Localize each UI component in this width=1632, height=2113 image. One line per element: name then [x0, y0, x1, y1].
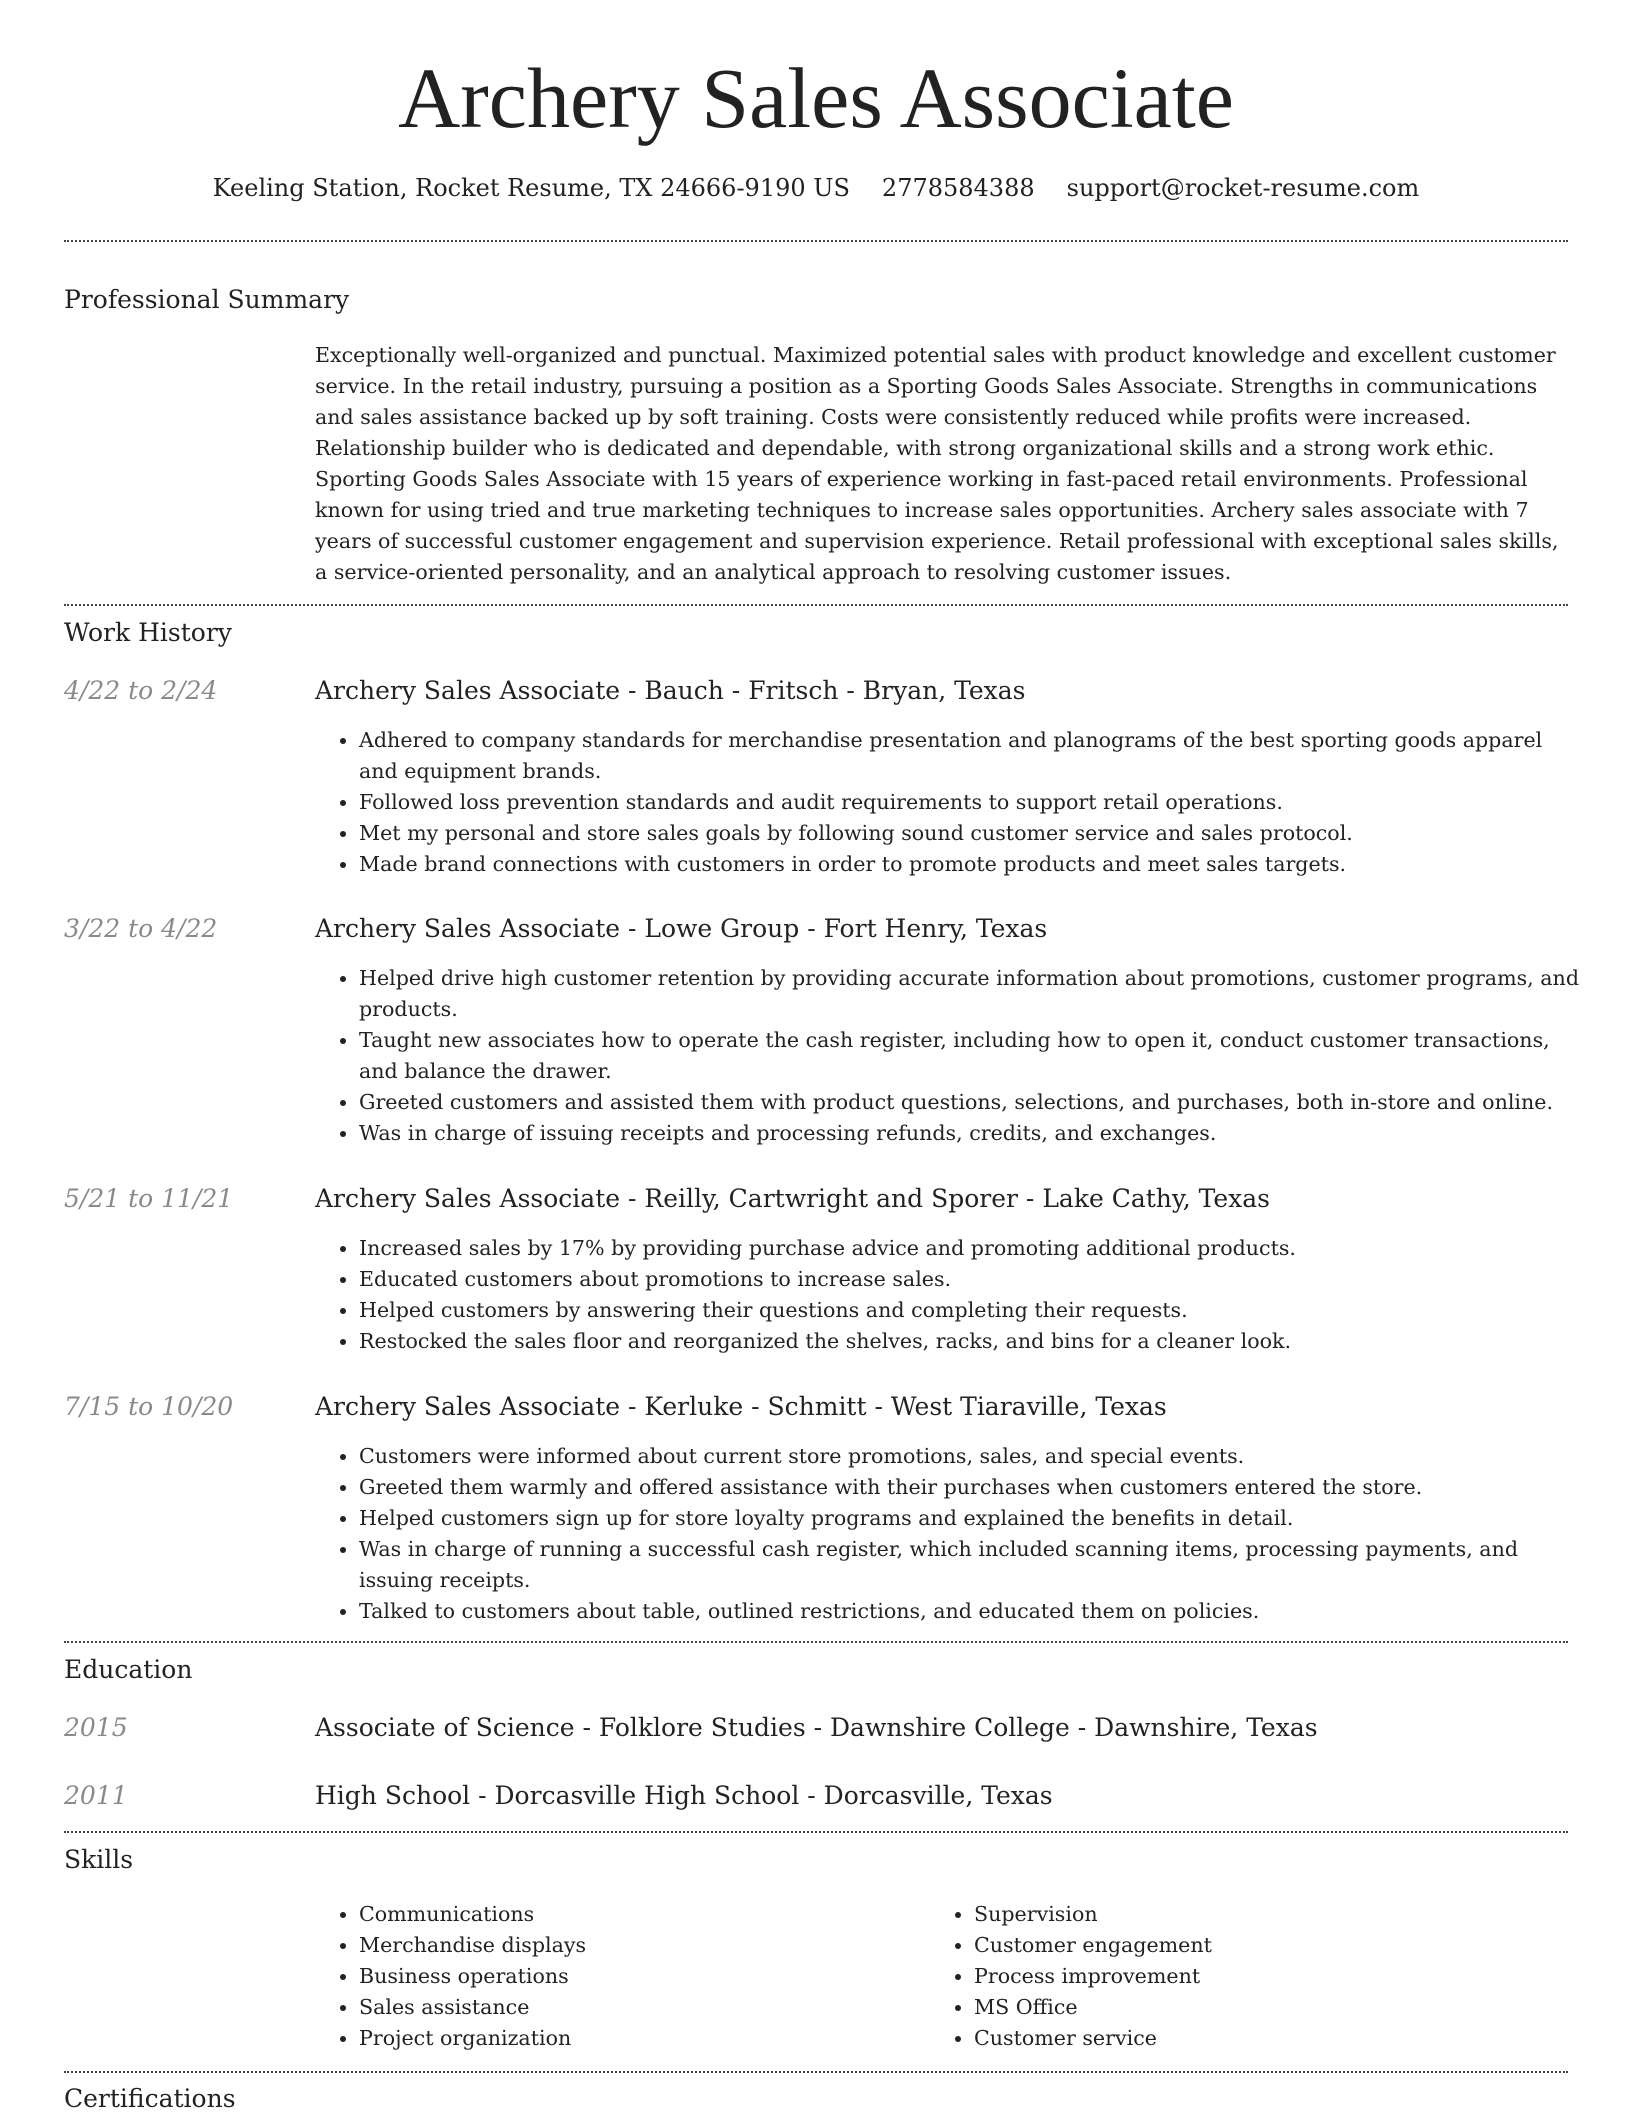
job-bullet: • Taught new associates how to operate the cash register, including how to open it, conduct customer transactions, and balance the drawer. — [359, 1025, 1584, 1087]
job-bullet: • Made brand connections with customers in order to promote products and meet sales targets. — [359, 849, 1584, 880]
section-divider — [64, 604, 1568, 606]
job-bullet: • Was in charge of issuing receipts and processing refunds, credits, and exchanges. — [359, 1118, 1584, 1149]
skill-item: • Process improvement — [974, 1961, 1534, 1992]
skill-item: • Sales assistance — [359, 1992, 919, 2023]
section-title-work: Work History — [64, 618, 232, 647]
education-year: 2011 — [64, 1781, 128, 1810]
section-title-certifications: Certifications — [64, 2084, 236, 2113]
skills-list-left — [315, 1899, 919, 2054]
section-divider — [64, 1641, 1568, 1643]
job-bullet: • Met my personal and store sales goals by following sound customer service and sales protocol. — [359, 818, 1584, 849]
contact-email: support@rocket-resume.com — [1066, 174, 1420, 202]
job-dates: 7/15 to 10/20 — [64, 1392, 234, 1421]
candidate-name: Archery Sales Associate — [398, 50, 1234, 146]
education-heading: Associate of Science - Folklore Studies - Dawnshire College - Dawnshire, Texas — [315, 1713, 1318, 1742]
job-heading: Archery Sales Associate - Reilly, Cartwright and Sporer - Lake Cathy, Texas — [315, 1184, 1270, 1213]
job-dates: 3/22 to 4/22 — [64, 914, 218, 943]
skill-item: • MS Office — [974, 1992, 1534, 2023]
job-bullet: • Adhered to company standards for merchandise presentation and planograms of the best sporting goods apparel and equipment brands. — [359, 725, 1584, 787]
job-bullet: • Greeted customers and assisted them with product questions, selections, and purchases, both in-store and online. — [359, 1087, 1584, 1118]
job-bullets — [315, 1441, 1584, 1627]
job-dates: 5/21 to 11/21 — [64, 1184, 234, 1213]
job-bullet: • Helped drive high customer retention by providing accurate information about promotions, customer programs, and products. — [359, 963, 1584, 1025]
section-title-education: Education — [64, 1655, 193, 1684]
section-divider — [64, 1831, 1568, 1833]
job-bullet: • Was in charge of running a successful cash register, which included scanning items, processing payments, and issuing receipts. — [359, 1534, 1584, 1596]
section-title-summary: Professional Summary — [64, 285, 350, 314]
skills-list-right — [930, 1899, 1534, 2054]
section-title-skills: Skills — [64, 1845, 134, 1874]
job-bullet: • Followed loss prevention standards and audit requirements to support retail operations. — [359, 787, 1584, 818]
skill-item: • Supervision — [974, 1899, 1534, 1930]
job-bullet: • Customers were informed about current store promotions, sales, and special events. — [359, 1441, 1584, 1472]
contact-phone: 2778584388 — [881, 174, 1035, 202]
section-divider — [64, 240, 1568, 242]
job-bullet: • Educated customers about promotions to increase sales. — [359, 1264, 1584, 1295]
education-heading: High School - Dorcasville High School - Dorcasville, Texas — [315, 1781, 1053, 1810]
skill-item: • Business operations — [359, 1961, 919, 1992]
contact-address: Keeling Station, Rocket Resume, TX 24666-9190 US — [212, 174, 850, 202]
job-bullet: • Talked to customers about table, outlined restrictions, and educated them on policies. — [359, 1596, 1584, 1627]
job-bullets — [315, 963, 1584, 1149]
skill-item: • Project organization — [359, 2023, 919, 2054]
job-bullet: • Greeted them warmly and offered assistance with their purchases when customers entered the store. — [359, 1472, 1584, 1503]
job-bullets — [315, 1233, 1584, 1357]
job-dates: 4/22 to 2/24 — [64, 676, 218, 705]
job-heading: Archery Sales Associate - Bauch - Fritsch - Bryan, Texas — [315, 676, 1026, 705]
job-heading: Archery Sales Associate - Kerluke - Schmitt - West Tiaraville, Texas — [315, 1392, 1167, 1421]
contact-line — [0, 174, 1632, 202]
section-divider — [64, 2071, 1568, 2073]
education-year: 2015 — [64, 1713, 128, 1742]
job-heading: Archery Sales Associate - Lowe Group - Fort Henry, Texas — [315, 914, 1048, 943]
skill-item: • Communications — [359, 1899, 919, 1930]
job-bullet: • Helped customers by answering their questions and completing their requests. — [359, 1295, 1584, 1326]
summary-text: Exceptionally well-organized and punctual. Maximized potential sales with product knowledge and excellent customer service. In the retail industry, pursuing a position as a Sporting Goods Sales Associate. Strengths in communications and sales assistance backed up by soft training. Costs were consistently reduced while profits were increased. Relationship builder who is dedicated and dependable, with strong organizational skills and a strong work ethic. Sporting Goods Sales Associate with 15 years of experience working in fast-paced retail environments. Professional known for using tried and true marketing techniques to increase sales opportunities. Archery sales associate with 7 years of successful customer engagement and supervision experience. Retail professional with exceptional sales skills, a service-oriented personality, and an analytical approach to resolving customer issues. — [315, 343, 1559, 584]
skill-item: • Customer engagement — [974, 1930, 1534, 1961]
job-bullet: • Restocked the sales floor and reorganized the shelves, racks, and bins for a cleaner look. — [359, 1326, 1584, 1357]
job-bullet: • Helped customers sign up for store loyalty programs and explained the benefits in detail. — [359, 1503, 1584, 1534]
job-bullet: • Increased sales by 17% by providing purchase advice and promoting additional products. — [359, 1233, 1584, 1264]
skill-item: • Merchandise displays — [359, 1930, 919, 1961]
job-bullets — [315, 725, 1584, 880]
skill-item: • Customer service — [974, 2023, 1534, 2054]
resume-header — [0, 0, 1632, 202]
